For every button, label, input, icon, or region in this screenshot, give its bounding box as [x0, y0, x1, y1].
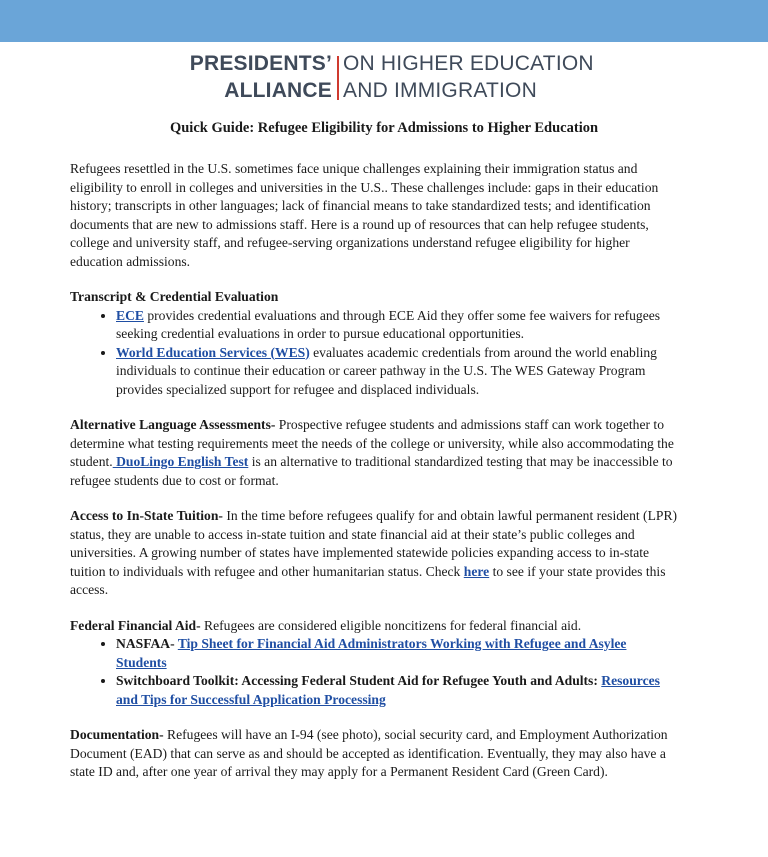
section-heading: Access to In-State Tuition- — [70, 508, 223, 523]
switchboard-resources-link[interactable]: Resources and Tips for Successful Application Processing — [116, 673, 660, 707]
section-heading: Documentation- — [70, 727, 164, 742]
list-item — [116, 672, 680, 709]
ece-link[interactable]: ECE — [116, 307, 144, 323]
section-documentation — [70, 726, 680, 782]
paragraph-text: is an alternative to traditional standardized testing that may be inaccessible to refugee students due to cost or format. — [70, 454, 673, 488]
logo-right-text — [343, 50, 594, 104]
logo-left-line2: ALLIANCE — [224, 79, 332, 102]
section-heading: Federal Financial Aid- — [70, 617, 201, 633]
paragraph-text: to see if your state provides this access. — [70, 563, 666, 597]
transcript-list — [70, 307, 680, 400]
paragraph-text: Refugees will have an I-94 (see photo), social security card, and Employment Authorization Document (EAD) that can serve as and should be accepted as identification. Eventually, they may also have a state ID and, after one year of arrival they may apply for a Permanent Resident Card (Green Card). — [70, 727, 668, 779]
nasfaa-tip-sheet-link[interactable]: Tip Sheet for Financial Aid Administrators Working with Refugee and Asylee Students — [116, 636, 627, 670]
list-item-text: provides credential evaluations and through ECE Aid they offer some fee waivers for refugees seeking credential evaluations in order to pursue educational opportunities. — [116, 307, 661, 341]
document-title: Quick Guide: Refugee Eligibility for Admissions to Higher Education — [169, 120, 599, 136]
paragraph-text: In the time before refugees qualify for and obtain lawful permanent resident (LPR) status, they are unable to access in-state tuition and state financial aid at their state’s public colleges and universities. A growing number of states have implemented statewide policies expanding access to in-state tuition to individuals with refugee and other humanitarian status. Check — [70, 508, 678, 579]
federal-paragraph — [70, 617, 680, 636]
top-banner — [0, 0, 768, 42]
section-federal-aid — [70, 617, 680, 710]
section-tuition — [70, 507, 680, 600]
section-heading: Alternative Language Assessments- — [70, 417, 276, 432]
document-body — [70, 160, 680, 782]
intro-paragraph: Refugees resettled in the U.S. sometimes face unique challenges explaining their immigration status and eligibility to enroll in colleges and universities in the U.S.. These challenges include: gaps in their education history; transcripts in other languages; lack of financial means to take standardized tests; and identification documents that are new to admissions staff. Here is a round up of resources that can help refugee students, college and university staff, and refugee-serving organizations understand refugee eligibility for higher education admissions. — [70, 161, 659, 269]
paragraph-text: Refugees are considered eligible noncitizens for federal financial aid. — [200, 617, 582, 633]
here-link[interactable]: here — [463, 563, 490, 579]
wes-link[interactable]: World Education Services (WES) — [116, 344, 310, 360]
section-transcript — [70, 288, 680, 399]
list-item-label: Switchboard Toolkit: Accessing Federal Student Aid for Refugee Youth and Adults: — [116, 673, 602, 688]
federal-list — [70, 635, 680, 709]
list-item-label: NASFAA- — [116, 636, 178, 651]
list-item — [116, 635, 680, 672]
presidents-alliance-logo — [0, 50, 768, 106]
tuition-paragraph — [70, 507, 680, 600]
logo-left-line1: PRESIDENTS’ — [189, 52, 332, 75]
list-item — [116, 344, 680, 400]
logo-left-text — [190, 50, 332, 104]
documentation-paragraph — [70, 726, 680, 782]
logo-right-line1: ON HIGHER EDUCATION — [343, 52, 594, 75]
duolingo-link[interactable]: DuoLingo English Test — [112, 454, 249, 469]
section-language — [70, 416, 680, 490]
logo-right-line2: AND IMMIGRATION — [343, 79, 537, 102]
section-heading: Transcript & Credential Evaluation — [70, 289, 279, 304]
logo-divider — [337, 56, 339, 100]
paragraph-text: Prospective refugee students and admissions staff can work together to determine what testing requirements meet the needs of the college or university, while also accommodating the student. — [70, 417, 674, 469]
list-item-text: evaluates academic credentials from around the world enabling individuals to continue their education or career pathway in the U.S. The WES Gateway Program provides specialized support for refugee and displaced individuals. — [116, 344, 657, 397]
language-paragraph — [70, 416, 680, 490]
list-item — [116, 307, 680, 344]
